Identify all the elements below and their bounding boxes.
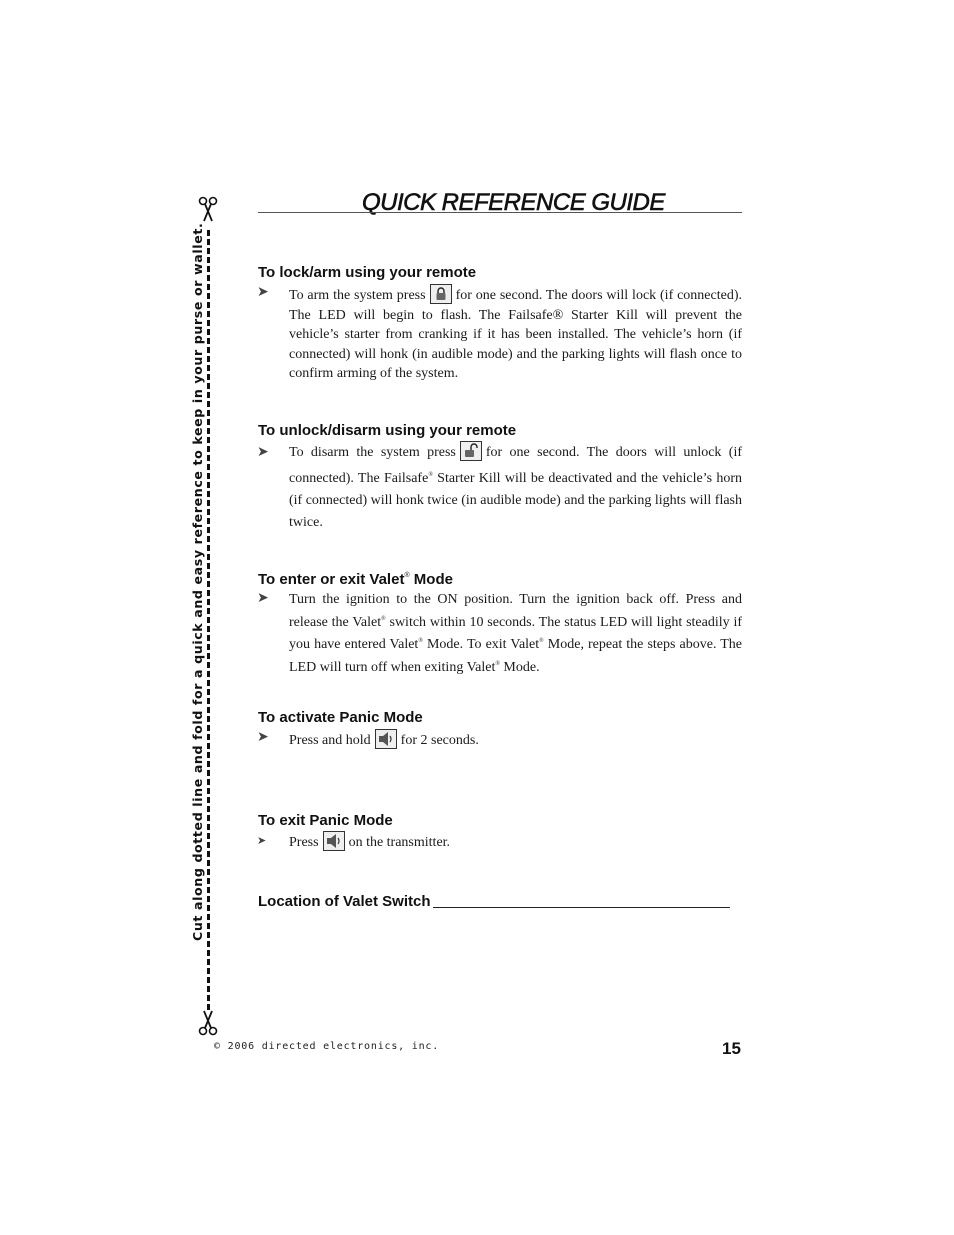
valet-location-label: Location of Valet Switch (258, 893, 431, 910)
bullet-icon: ➤ (257, 835, 267, 847)
page-number: 15 (722, 1039, 741, 1058)
panic-exit-instructions: Press on the transmitter. (289, 831, 742, 853)
lock-instructions: To arm the system press for one second. The doors will lock (if connected). The LED will begin to flash. The Failsafe® Starter Kill will prevent the vehicle’s starter from cranking if it has been installed. The vehicle’s horn (if connected) will honk (in audible mode) and the parking lights will flash once to confirm arming of the system. (289, 284, 742, 384)
bullet-icon: ➤ (257, 730, 269, 745)
lock-heading: To lock/arm using your remote (258, 264, 477, 281)
speaker-button-icon (375, 729, 397, 749)
panic-exit-heading: To exit Panic Mode (258, 812, 393, 829)
valet-location-blank (433, 907, 730, 908)
bullet-icon: ➤ (257, 285, 269, 300)
panic-activate-heading: To activate Panic Mode (258, 709, 423, 726)
title-rule (258, 212, 742, 213)
page-title: QUICK REFERENCE GUIDE (362, 189, 665, 216)
valet-heading: To enter or exit Valet® Mode (258, 571, 453, 588)
cut-instruction: Cut along dotted line and fold for a quick and easy reference to keep in your purse or wallet. (190, 222, 205, 941)
bullet-icon: ➤ (257, 591, 269, 606)
scissors-icon (197, 196, 219, 222)
copyright: © 2006 directed electronics, inc. (214, 1041, 440, 1052)
valet-instructions: Turn the ignition to the ON position. Turn the ignition back off. Press and release the Valet® switch within 10 seconds. The status LED will light steadily if you have entered Valet® Mode. To exit Valet® Mode, repeat the steps above. The LED will turn off when exiting Valet® Mode. (289, 592, 743, 675)
bullet-icon: ➤ (257, 445, 269, 460)
unlock-button-icon (460, 441, 482, 461)
lock-button-icon (430, 284, 452, 304)
speaker-button-icon (323, 831, 345, 851)
panic-activate-instructions: Press and hold for 2 seconds. (289, 729, 742, 751)
scissors-icon (197, 1010, 219, 1036)
unlock-instructions: To disarm the system press for one second. The doors will unlock (if connected). The Failsafe® Starter Kill will be deactivated and the vehicle’s horn (if connected) will honk twice (in audible mode) and the parking lights will flash twice. (289, 441, 742, 534)
unlock-heading: To unlock/disarm using your remote (258, 422, 517, 439)
